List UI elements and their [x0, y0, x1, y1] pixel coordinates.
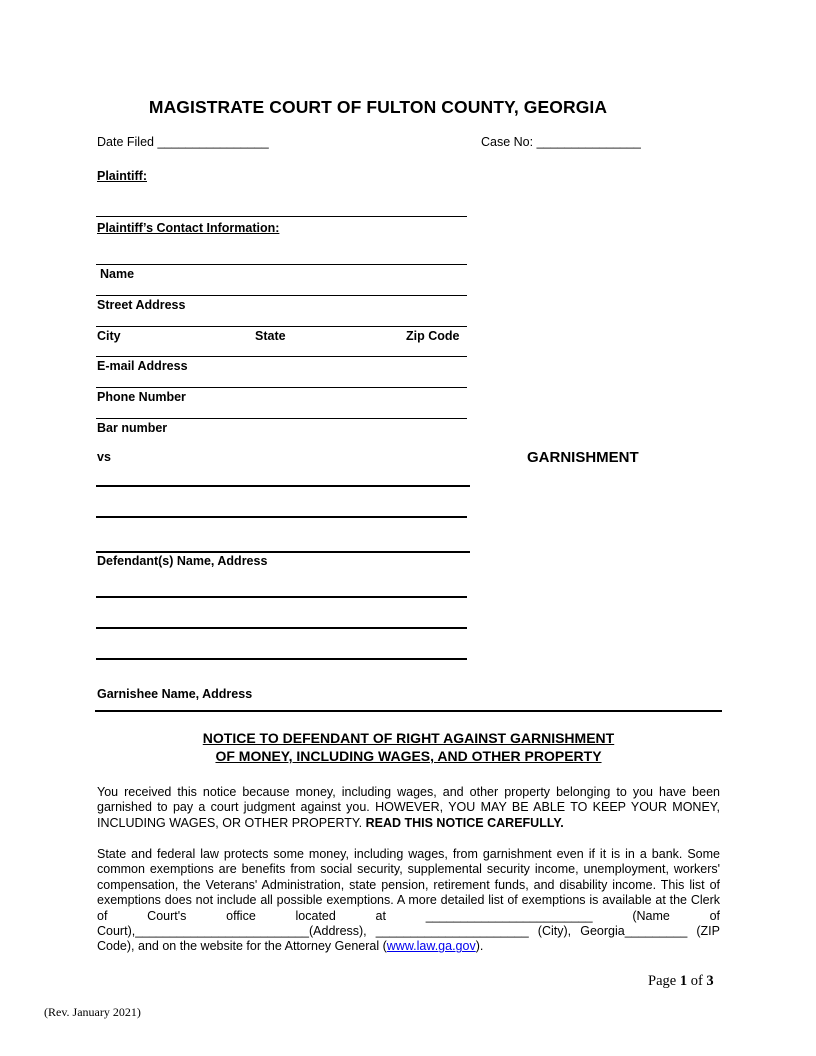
date-filed-line — [97, 135, 269, 149]
notice-title-line-2: OF MONEY, INCLUDING WAGES, AND OTHER PROPERTY — [215, 748, 602, 764]
plaintiff-contact-label: Plaintiff’s Contact Information: — [97, 221, 280, 235]
email-label: E-mail Address — [97, 359, 188, 373]
garnishee-line-3[interactable] — [96, 658, 467, 660]
defendant-line-1[interactable] — [96, 485, 470, 487]
case-no-line — [481, 135, 641, 149]
notice-paragraph-2-text: State and federal law protects some money, including wages, from garnishment even if it is in a bank. Some common exemptions are benefits from social security, supplemental security income, unemployment, workers' compensation, the Veterans' Administration, state pension, retirement funds, and disability income. This list of exemptions does not include all possible exemptions. A more detailed list of exemptions is available at the Clerk of Court's office located at ________________________ (Name of Court),_________________________(Address), ______________________ (City), Georgia_________ (ZIP Code), and on the website for the Attorney General ( — [97, 847, 720, 954]
revision-note: (Rev. January 2021) — [44, 1005, 141, 1019]
page-of: of — [690, 973, 703, 989]
page-prefix: Page — [648, 973, 677, 989]
phone-line[interactable] — [96, 387, 467, 388]
case-no-blank[interactable]: _______________ — [536, 135, 641, 149]
state-label: State — [255, 329, 286, 343]
date-filed-label: Date Filed — [97, 135, 154, 149]
notice-paragraph-2-end: ). — [475, 939, 484, 954]
street-label: Street Address — [97, 298, 186, 312]
page-total: 3 — [706, 973, 714, 989]
page-current: 1 — [679, 973, 688, 989]
bar-number-label: Bar number — [97, 421, 168, 435]
notice-paragraph-1-bold: READ THIS NOTICE CAREFULLY. — [365, 815, 564, 830]
zip-label: Zip Code — [406, 329, 460, 343]
garnishee-line-2[interactable] — [96, 627, 467, 629]
bar-number-line[interactable] — [96, 418, 467, 419]
page-number — [648, 973, 714, 990]
notice-title-line-1: NOTICE TO DEFENDANT OF RIGHT AGAINST GARNISHMENT — [202, 730, 615, 746]
contact-name-line[interactable] — [96, 264, 467, 265]
form-type-heading: GARNISHMENT — [527, 449, 639, 466]
city-label: City — [97, 329, 121, 343]
court-title: MAGISTRATE COURT OF FULTON COUNTY, GEORGIA — [148, 97, 608, 117]
phone-label: Phone Number — [97, 390, 186, 404]
name-label: Name — [100, 267, 135, 281]
attorney-general-link[interactable]: www.law.ga.gov — [386, 939, 476, 954]
defendant-label: Defendant(s) Name, Address — [97, 554, 268, 568]
date-filed-blank[interactable]: ________________ — [157, 135, 269, 149]
garnishee-label: Garnishee Name, Address — [97, 687, 253, 701]
plaintiff-name-line[interactable] — [96, 216, 467, 217]
notice-paragraph-1-text: You received this notice because money, including wages, and other property belonging to you have been garnished to pay a court judgment against you. HOWEVER, YOU MAY BE ABLE TO KEEP YOUR MONEY, INCLUDING WAGES, OR OTHER PROPERTY. — [97, 785, 720, 830]
vs-label: vs — [97, 450, 111, 464]
garnishee-line-1[interactable] — [96, 596, 467, 598]
street-line[interactable] — [96, 295, 467, 296]
defendant-line-2[interactable] — [96, 516, 467, 518]
email-line[interactable] — [96, 356, 467, 357]
plaintiff-label: Plaintiff: — [97, 169, 147, 183]
defendant-line-3[interactable] — [96, 551, 470, 553]
section-separator — [95, 710, 722, 712]
case-no-label: Case No: — [481, 135, 534, 149]
city-state-zip-line[interactable] — [96, 326, 467, 327]
notice-paragraph-2 — [97, 847, 720, 955]
notice-paragraph-1 — [97, 785, 720, 831]
